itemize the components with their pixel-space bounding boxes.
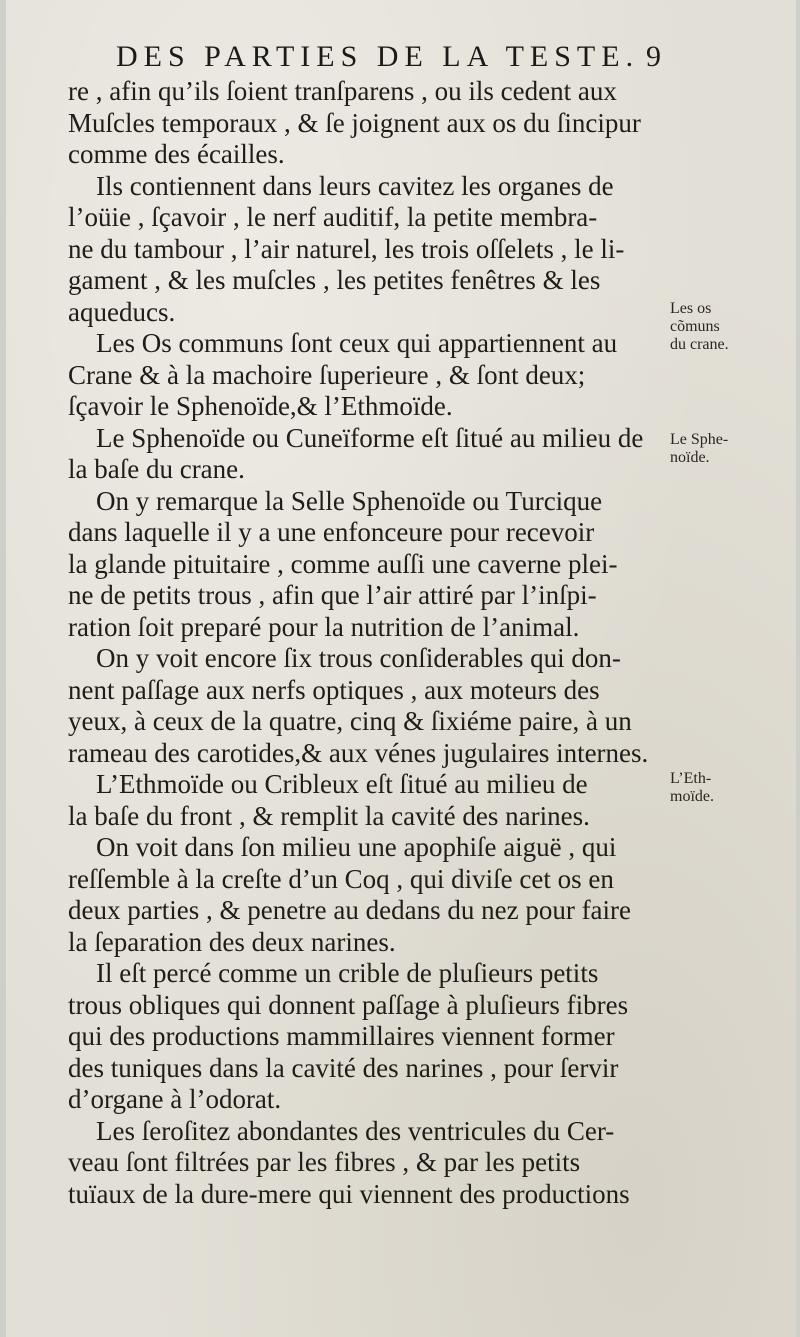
- running-title: DES PARTIES DE LA TESTE.: [116, 40, 640, 73]
- margin-note-line: du crane.: [670, 336, 729, 353]
- text-line: gament , & les muſcles , les petites fenêtres & les: [68, 265, 601, 295]
- text-line: Le Sphenoïde ou Cuneïforme eſt ſitué au milieu de: [96, 422, 644, 453]
- margin-note-os-communs: [670, 300, 780, 354]
- margin-note-line: Le Sphe-: [670, 431, 729, 448]
- text-line: rameau des carotides,& aux vénes jugulaires internes.: [68, 737, 649, 768]
- text-line: Ils contiennent dans leurs cavitez les organes de: [96, 170, 614, 201]
- text-line: On voit dans ſon milieu une apophiſe aiguë , qui: [96, 832, 617, 862]
- text-line: comme des écailles.: [68, 139, 285, 169]
- text-line: Il eſt percé comme un crible de pluſieurs petits: [96, 958, 599, 988]
- text-line: ne de petits trous , afin que l’air attiré par l’inſpi-: [68, 580, 597, 610]
- text-line: la baſe du crane.: [68, 454, 245, 484]
- text-line: des tuniques dans la cavité des narines , pour ſervir: [68, 1052, 619, 1083]
- margin-note-sphenoide: [670, 431, 780, 467]
- text-line: On y voit encore ſix trous conſiderables qui don-: [96, 643, 621, 673]
- text-line: trous obliques qui donnent paſſage à pluſieurs fibres: [68, 989, 629, 1020]
- book-page: [6, 0, 796, 1337]
- text-line: l’oüie , ſçavoir , le nerf auditif, la petite membra-: [68, 202, 598, 232]
- margin-note-line: L’Eth-: [670, 770, 712, 787]
- text-line: la baſe du front , & remplit la cavité des narines.: [68, 800, 590, 831]
- margin-note-line: moïde.: [670, 788, 714, 805]
- text-line: veau ſont filtrées par les fibres , & par les petits: [68, 1147, 581, 1177]
- text-line: Muſcles temporaux , & ſe joignent aux os du ſincipur: [68, 107, 641, 138]
- text-line: qui des productions mammillaires viennent former: [68, 1021, 615, 1051]
- margin-note-line: noïde.: [670, 449, 710, 466]
- text-line: nent paſſage aux nerfs optiques , aux moteurs des: [68, 674, 600, 705]
- text-line: Les ſeroſitez abondantes des ventricules du Cer-: [96, 1115, 615, 1146]
- text-line: reſſemble à la creſte d’un Coq , qui diviſe cet os en: [68, 863, 614, 894]
- text-line: dans laquelle il y a une enfonceure pour recevoir: [68, 517, 595, 547]
- text-line: tuïaux de la dure-mere qui viennent des productions: [68, 1178, 630, 1209]
- margin-note-ethmoide: [670, 770, 780, 806]
- text-line: la glande pituitaire , comme auſſi une caverne plei-: [68, 548, 618, 579]
- text-line: deux parties , & penetre au dedans du nez pour faire: [68, 895, 632, 925]
- text-line: d’organe à l’odorat.: [68, 1084, 282, 1114]
- margin-note-line: Les os: [670, 300, 712, 317]
- text-line: ne du tambour , l’air naturel, les trois oſſelets , le li-: [68, 233, 625, 264]
- text-line: yeux, à ceux de la quatre, cinq & ſixiéme paire, à un: [68, 706, 632, 736]
- text-line: On y remarque la Selle Sphenoïde ou Turcique: [96, 485, 603, 516]
- page-number: 9: [646, 40, 661, 73]
- margin-note-line: cõmuns: [670, 318, 720, 335]
- text-line: la ſeparation des deux narines.: [68, 926, 396, 957]
- body-text: [68, 76, 668, 1210]
- text-line: ration ſoit preparé pour la nutrition de l’animal.: [68, 611, 580, 642]
- text-line: Crane & à la machoire ſuperieure , & ſont deux;: [68, 359, 586, 390]
- text-line: L’Ethmoïde ou Cribleux eſt ſitué au milieu de: [96, 769, 588, 799]
- text-line: aqueducs.: [68, 296, 176, 327]
- text-line: re , afin qu’ils ſoient tranſparens , ou ils cedent aux: [68, 76, 617, 106]
- text-line: ſçavoir le Sphenoïde,& l’Ethmoïde.: [68, 391, 453, 421]
- text-line: Les Os communs ſont ceux qui appartiennent au: [96, 328, 618, 358]
